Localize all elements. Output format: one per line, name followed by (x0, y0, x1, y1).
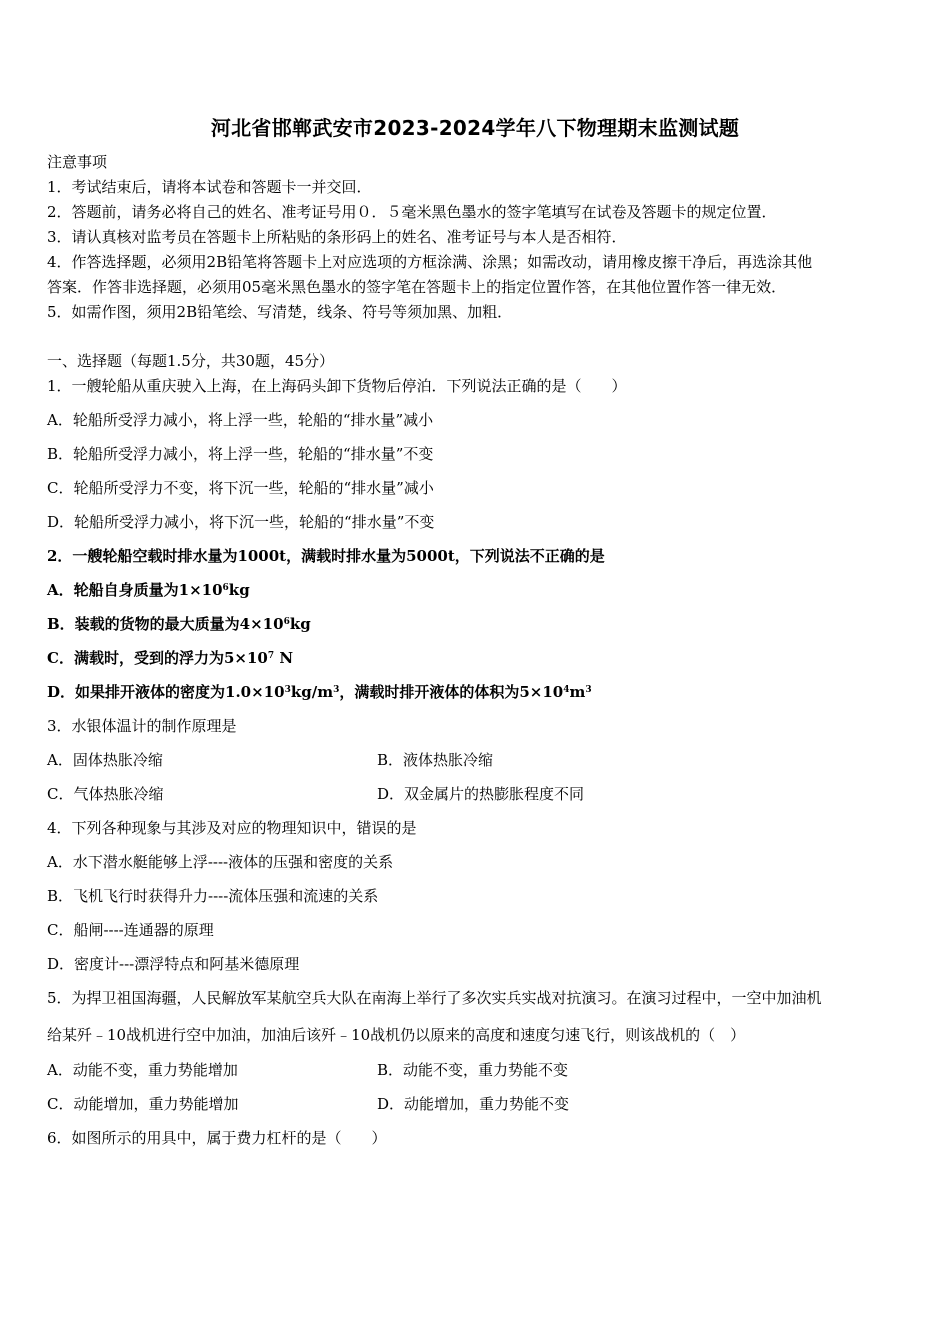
notice-item-4: 4．作答选择题，必须用2B铅笔将答题卡上对应选项的方框涂满、涂黑；如需改动，请用橡皮擦干净后，再选涂其他 (47, 253, 813, 271)
question-2-option-c: C．满载时，受到的浮力为$5\times 10^7$ N (47, 649, 294, 667)
question-3-option-a: A．固体热胀冷缩 (47, 751, 163, 769)
notice-item-4-cont: 答案．作答非选择题，必须用05毫米黑色墨水的签字笔在答题卡上的指定位置作答，在其他位置作答一律无效． (47, 278, 787, 296)
question-2-option-d: D．如果排开液体的密度为$1.0\times 10^3kg/m^3$，满载时排开液体的体积为$5\times 10^4m^3$ (47, 683, 592, 701)
question-4-option-b: B．飞机飞行时获得升力----流体压强和流速的关系 (47, 887, 379, 905)
question-2-option-a: A．轮船自身质量为$1\times 10^6kg$ (47, 581, 250, 599)
question-1-option-b: B．轮船所受浮力减小，将上浮一些，轮船的“排水量”不变 (47, 445, 434, 463)
section-heading: 一、选择题（每题1.5分，共30题，45分） (47, 352, 335, 370)
question-6-stem: 6．如图所示的用具中，属于费力杠杆的是（ ） (47, 1129, 387, 1147)
question-5-option-a: A．动能不变，重力势能增加 (47, 1061, 238, 1079)
question-5-option-b: B．动能不变，重力势能不变 (377, 1061, 569, 1079)
question-2-option-b: B．装载的货物的最大质量为$4\times 10^6kg$ (47, 615, 311, 633)
question-3-option-b: B．液体热胀冷缩 (377, 751, 494, 769)
notice-item-3: 3．请认真核对监考员在答题卡上所粘贴的条形码上的姓名、准考证号与本人是否相符． (47, 228, 627, 246)
notice-item-2: 2．答题前，请务必将自己的姓名、准考证号用０．５毫米黑色墨水的签字笔填写在试卷及答题卡的规定位置． (47, 203, 777, 221)
question-3-option-c: C．气体热胀冷缩 (47, 785, 164, 803)
notice-heading: 注意事项 (47, 153, 108, 171)
question-1-option-d: D．轮船所受浮力减小，将下沉一些，轮船的“排水量”不变 (47, 513, 435, 531)
question-5-option-c: C．动能增加，重力势能增加 (47, 1095, 239, 1113)
question-5-stem-line-1: 5．为捍卫祖国海疆，人民解放军某航空兵大队在南海上举行了多次实兵实战对抗演习。在演习过程中，一空中加油机 (47, 989, 822, 1007)
question-5-option-d: D．动能增加，重力势能不变 (377, 1095, 570, 1113)
question-4-stem: 4．下列各种现象与其涉及对应的物理知识中，错误的是 (47, 819, 417, 837)
notice-item-5: 5．如需作图，须用2B铅笔绘、写清楚，线条、符号等须加黑、加粗． (47, 303, 513, 321)
notice-item-1: 1．考试结束后，请将本试卷和答题卡一并交回． (47, 178, 372, 196)
question-2-stem: 2．一艘轮船空载时排水量为1000t，满载时排水量为5000t，下列说法不正确的是 (47, 547, 605, 565)
question-3-stem: 3．水银体温计的制作原理是 (47, 717, 237, 735)
question-1-stem: 1．一艘轮船从重庆驶入上海，在上海码头卸下货物后停泊．下列说法正确的是（ ） (47, 377, 627, 395)
question-5-stem-line-2: 给某歼﹣10战机进行空中加油，加油后该歼﹣10战机仍以原来的高度和速度匀速飞行，则该战机的（ ） (47, 1026, 746, 1044)
question-4-option-c: C．船闸----连通器的原理 (47, 921, 214, 939)
question-3-option-d: D．双金属片的热膨胀程度不同 (377, 785, 585, 803)
question-1-option-c: C．轮船所受浮力不变，将下沉一些，轮船的“排水量”减小 (47, 479, 434, 497)
question-1-option-a: A．轮船所受浮力减小，将上浮一些，轮船的“排水量”减小 (47, 411, 434, 429)
exam-title: 河北省邯郸武安市2023-2024学年八下物理期末监测试题 (210, 116, 740, 140)
question-4-option-a: A．水下潜水艇能够上浮----液体的压强和密度的关系 (47, 853, 394, 871)
question-4-option-d: D．密度计---漂浮特点和阿基米德原理 (47, 955, 300, 973)
